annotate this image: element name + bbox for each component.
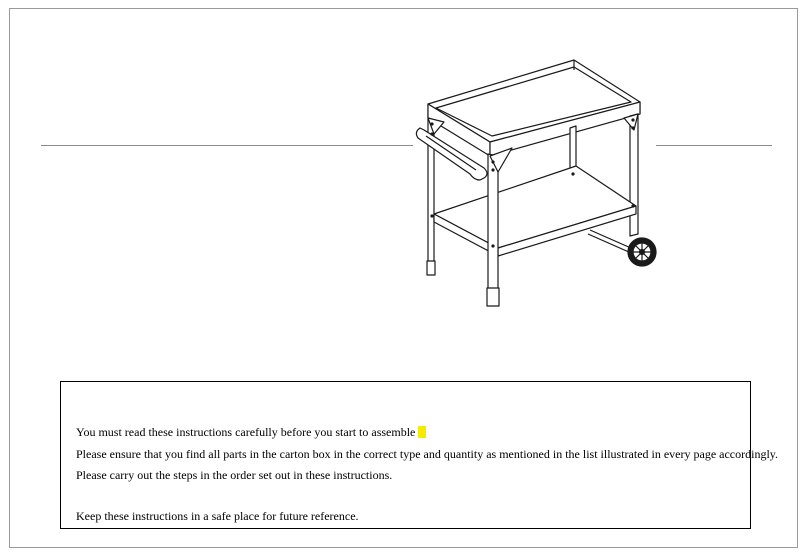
notice-line-read-carefully: You must read these instructions carefully before you start to assemble xyxy=(76,426,426,438)
notice-line-step-order: Please carry out the steps in the order set out in these instructions. xyxy=(76,468,393,482)
notice-line-check-parts: Please ensure that you find all parts in the carton box in the correct type and quantity as mentioned in the list illustrated in every page accordingly. xyxy=(76,447,779,461)
divider-left xyxy=(41,145,413,146)
wheel xyxy=(628,238,656,266)
highlight-marker xyxy=(418,426,426,438)
front-left-leg xyxy=(488,154,498,306)
front-right-leg xyxy=(630,114,638,236)
notice-line-keep-safe: Keep these instructions in a safe place for future reference. xyxy=(76,509,359,523)
trolley-cart-icon xyxy=(414,56,658,310)
instructions-notice xyxy=(60,381,779,529)
divider-right xyxy=(656,145,772,146)
